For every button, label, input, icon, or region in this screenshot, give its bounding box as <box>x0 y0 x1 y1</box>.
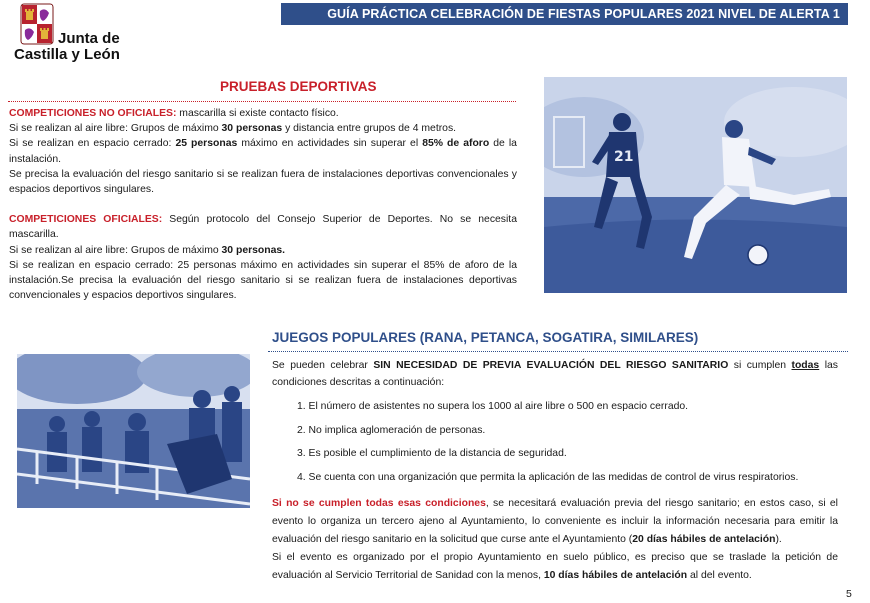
condition-item: 2. No implica aglomeración de personas. <box>297 425 486 436</box>
paragraph <box>9 136 517 166</box>
soccer-players-photo <box>544 77 847 293</box>
text: y distancia entre grupos de 4 metros. <box>282 123 457 135</box>
paragraph <box>272 495 838 549</box>
text: , se necesitará evaluación previa del riesgo sanitario; en estos caso, si el evento lo organiza un tercero ajeno al Ayuntamiento, lo conveniente es incluir la información necesaria para emitir la evaluación del riesgo sanitario en la solicitud que curse ante el Ayuntamiento ( <box>272 498 838 545</box>
paragraph <box>9 106 517 121</box>
spectators-illustration <box>17 354 250 508</box>
text: Si se realizan al aire libre: Grupos de máximo <box>9 123 222 135</box>
text: Si se realizan en espacio cerrado: <box>9 138 176 150</box>
paragraph: Si se realizan en espacio cerrado: 25 personas máximo en actividades sin superar el 85% de aforo de la instalación.Se precisa la evaluación del riesgo sanitario si se realizan fuera de instalaciones deportivas convencionales y espacios deportivos singulares. <box>9 259 517 302</box>
logo-wordmark <box>14 30 120 63</box>
text-bold: SIN NECESIDAD DE PREVIA EVALUACIÓN DEL RIESGO SANITARIO <box>373 360 729 371</box>
spacer <box>9 197 517 212</box>
page-number: 5 <box>846 588 852 600</box>
document-header-bar <box>281 3 848 25</box>
text: Si el evento es organizado por el propio Ayuntamiento en suelo público, es preciso que se traslade la petición de evaluación al Servicio Territorial de Sanidad con la menos, <box>272 552 838 581</box>
label-oficiales: COMPETICIONES OFICIALES: <box>9 214 163 226</box>
section-divider <box>8 101 516 102</box>
svg-text:21: 21 <box>614 149 634 165</box>
text-red-bold: Si no se cumplen todas esas condiciones <box>272 498 486 509</box>
logo-line-1: Junta de <box>58 30 120 47</box>
text-underlined: todas <box>791 360 820 371</box>
paragraph <box>9 121 517 136</box>
condition-item: 1. El número de asistentes no supera los 1000 al aire libre o 500 en espacio cerrado. <box>297 401 689 412</box>
paragraph: Se precisa la evaluación del riesgo sanitario si se realizan fuera de instalaciones deportivas convencionales y espacios deportivos singulares. <box>9 168 517 196</box>
text: Según protocolo del Consejo Superior de Deportes. No se necesita mascarilla. <box>9 214 517 241</box>
text-bold: 85% de aforo <box>422 138 490 150</box>
section-title-juegos-populares: JUEGOS POPULARES (RANA, PETANCA, SOGATIRA, SIMILARES) <box>272 330 699 345</box>
text-bold: 30 personas. <box>221 244 286 256</box>
section-intro-juegos-populares <box>272 357 838 391</box>
text: si cumplen <box>728 360 792 371</box>
text: Se pueden celebrar <box>272 360 374 371</box>
text-bold: 25 personas <box>175 138 238 150</box>
document-header-title: GUÍA PRÁCTICA CELEBRACIÓN DE FIESTAS POPULARES 2021 NIVEL DE ALERTA 1 <box>327 7 840 21</box>
spectators-photo <box>17 354 250 508</box>
text: máximo en actividades sin superar el <box>237 138 423 150</box>
text: al del evento. <box>687 570 752 581</box>
junta-castilla-leon-logo <box>6 3 126 65</box>
text-bold: 20 días hábiles de antelación <box>632 534 776 545</box>
logo-line-2: Castilla y León <box>14 46 120 63</box>
text-bold: 10 días hábiles de antelación <box>543 570 688 581</box>
section-body-pruebas-deportivas <box>9 106 517 303</box>
text: mascarilla si existe contacto físico. <box>176 108 339 119</box>
paragraph <box>9 212 517 242</box>
paragraph <box>9 243 517 258</box>
text: de la instalación. <box>9 138 517 165</box>
text: ). <box>775 534 782 545</box>
text: Si se realizan al aire libre: Grupos de máximo <box>9 244 222 256</box>
condition-item: 3. Es posible el cumplimiento de la distancia de seguridad. <box>297 448 567 459</box>
label-no-oficiales: COMPETICIONES NO OFICIALES: <box>9 108 177 119</box>
section-title-pruebas-deportivas: PRUEBAS DEPORTIVAS <box>220 79 377 94</box>
soccer-illustration <box>544 77 847 293</box>
text-bold: 30 personas <box>221 123 283 135</box>
section-conclusion-juegos-populares <box>272 495 838 585</box>
paragraph <box>272 549 838 585</box>
condition-item: 4. Se cuenta con una organización que permita la aplicación de las medidas de control de virus respiratorios. <box>297 472 799 483</box>
text: las condiciones descritas a continuación: <box>272 360 838 388</box>
section-divider <box>268 351 848 352</box>
